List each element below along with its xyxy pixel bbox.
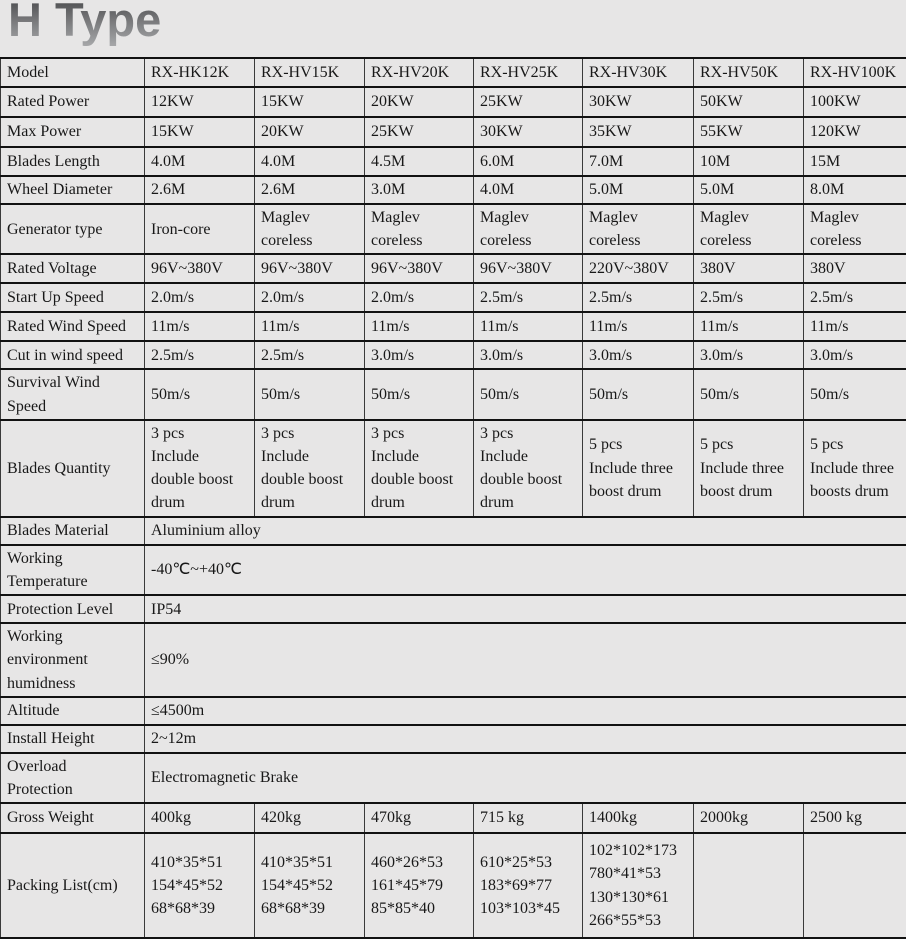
spec-cell: 30KW [583,87,694,117]
row-label: Rated Wind Speed [1,312,145,341]
spec-cell: 4.0M [474,176,583,204]
row-label: Working Temperature [1,545,145,595]
spec-cell: 2.6M [255,176,365,204]
row-label: Max Power [1,117,145,147]
spec-cell: 610*25*53 183*69*77 103*103*45 [474,833,583,938]
spec-cell: 2.0m/s [145,283,255,312]
spec-cell: 3.0m/s [474,341,583,369]
row-label: Survival Wind Speed [1,369,145,419]
spec-cell: 20KW [255,117,365,147]
spec-cell-merged: Aluminium alloy [145,517,906,545]
table-row-blades-length [1,147,906,176]
spec-cell: 5.0M [694,176,804,204]
spec-cell: 410*35*51 154*45*52 68*68*39 [255,833,365,938]
spec-cell: 50m/s [255,369,365,419]
spec-cell: 2.5m/s [145,341,255,369]
spec-cell: 25KW [474,87,583,117]
spec-cell: 11m/s [255,312,365,341]
spec-cell: Maglev coreless [255,204,365,254]
model-header-cell: RX-HV100K [804,58,906,87]
spec-cell: 380V [694,254,804,283]
spec-cell: 470kg [365,803,474,833]
spec-cell: 4.0M [145,147,255,176]
spec-cell [694,833,804,938]
spec-cell: 2.5m/s [694,283,804,312]
row-label: Blades Quantity [1,420,145,517]
spec-cell: 380V [804,254,906,283]
spec-cell: 420kg [255,803,365,833]
table-row-blades-material [1,517,906,545]
spec-cell-merged: -40℃~+40℃ [145,545,906,595]
spec-cell: 96V~380V [145,254,255,283]
spec-cell: 102*102*173 780*41*53 130*130*61 266*55*53 [583,833,694,938]
spec-cell: 3.0m/s [804,341,906,369]
spec-cell: 3 pcs Include double boost drum [145,420,255,517]
spec-cell: 460*26*53 161*45*79 85*85*40 [365,833,474,938]
spec-cell: 50m/s [365,369,474,419]
table-row-gross-weight [1,803,906,833]
spec-cell: Maglev coreless [804,204,906,254]
spec-cell: 30KW [474,117,583,147]
spec-cell: Maglev coreless [583,204,694,254]
row-label: Gross Weight [1,803,145,833]
spec-cell: 2.5m/s [474,283,583,312]
spec-cell-merged: ≤4500m [145,697,906,725]
spec-cell: 2.6M [145,176,255,204]
spec-cell: 400kg [145,803,255,833]
row-label: Packing List(cm) [1,833,145,938]
spec-cell: 2.0m/s [365,283,474,312]
table-row-survival-wind-speed [1,369,906,419]
row-label: Rated Power [1,87,145,117]
spec-cell: 20KW [365,87,474,117]
row-label: Rated Voltage [1,254,145,283]
spec-cell: 3.0m/s [583,341,694,369]
row-label: Blades Material [1,517,145,545]
spec-cell: 2.5m/s [804,283,906,312]
spec-cell: 2500 kg [804,803,906,833]
spec-cell: 50m/s [583,369,694,419]
spec-cell: Maglev coreless [365,204,474,254]
spec-cell-merged: ≤90% [145,623,906,697]
spec-cell: 3.0m/s [365,341,474,369]
table-row-install-height [1,725,906,753]
spec-cell-merged: IP54 [145,595,906,623]
spec-cell: 7.0M [583,147,694,176]
table-row-generator-type [1,204,906,254]
spec-cell: 50m/s [694,369,804,419]
row-label: Model [1,58,145,87]
row-label: Cut in wind speed [1,341,145,369]
spec-cell: 715 kg [474,803,583,833]
spec-cell: 11m/s [145,312,255,341]
spec-cell: 3.0M [365,176,474,204]
table-row-rated-power [1,87,906,117]
page-title: H Type [8,0,161,47]
table-row-protection-level [1,595,906,623]
row-label: Altitude [1,697,145,725]
spec-cell: 5 pcs Include three boost drum [583,420,694,517]
row-label: Protection Level [1,595,145,623]
spec-cell: 2.5m/s [583,283,694,312]
spec-cell: 11m/s [365,312,474,341]
spec-cell: 50m/s [804,369,906,419]
spec-cell: 4.5M [365,147,474,176]
spec-cell: 11m/s [474,312,583,341]
spec-cell: 11m/s [694,312,804,341]
row-label: Working environment humidness [1,623,145,697]
spec-cell: 11m/s [583,312,694,341]
spec-cell: 3 pcs Include double boost drum [474,420,583,517]
spec-cell: 25KW [365,117,474,147]
spec-cell: 2.5m/s [255,341,365,369]
table-row-cut-in-wind-speed [1,341,906,369]
spec-cell: 120KW [804,117,906,147]
table-row-max-power [1,117,906,147]
table-row-rated-wind-speed [1,312,906,341]
row-label: Start Up Speed [1,283,145,312]
spec-cell: Iron-core [145,204,255,254]
spec-cell: 10M [694,147,804,176]
spec-table [0,57,906,939]
table-row-humidness [1,623,906,697]
table-row-packing-list [1,833,906,938]
model-header-cell: RX-HV15K [255,58,365,87]
row-label: Generator type [1,204,145,254]
spec-cell: 4.0M [255,147,365,176]
spec-cell: 96V~380V [474,254,583,283]
spec-cell: 35KW [583,117,694,147]
spec-cell: 15M [804,147,906,176]
table-row-overload-protection [1,753,906,803]
model-header-cell: RX-HV50K [694,58,804,87]
spec-cell: 50m/s [145,369,255,419]
spec-cell: 50KW [694,87,804,117]
table-row-working-temperature [1,545,906,595]
spec-cell: 3 pcs Include double boost drum [255,420,365,517]
spec-cell-merged: Electromagnetic Brake [145,753,906,803]
table-row-start-up-speed [1,283,906,312]
spec-cell: 12KW [145,87,255,117]
row-label: Blades Length [1,147,145,176]
spec-cell: 55KW [694,117,804,147]
spec-cell: Maglev coreless [694,204,804,254]
model-header-cell: RX-HK12K [145,58,255,87]
spec-cell: Maglev coreless [474,204,583,254]
spec-cell: 96V~380V [255,254,365,283]
spec-cell: 410*35*51 154*45*52 68*68*39 [145,833,255,938]
spec-cell: 5.0M [583,176,694,204]
spec-cell: 100KW [804,87,906,117]
spec-cell: 8.0M [804,176,906,204]
row-label: Wheel Diameter [1,176,145,204]
table-row-altitude [1,697,906,725]
model-header-cell: RX-HV30K [583,58,694,87]
spec-cell: 3 pcs Include double boost drum [365,420,474,517]
table-row-rated-voltage [1,254,906,283]
spec-cell-merged: 2~12m [145,725,906,753]
spec-cell: 15KW [145,117,255,147]
spec-cell: 5 pcs Include three boosts drum [804,420,906,517]
table-row-blades-quantity [1,420,906,517]
spec-cell [804,833,906,938]
spec-cell: 5 pcs Include three boost drum [694,420,804,517]
spec-cell: 96V~380V [365,254,474,283]
spec-cell: 220V~380V [583,254,694,283]
spec-cell: 15KW [255,87,365,117]
row-label: Install Height [1,725,145,753]
spec-cell: 2000kg [694,803,804,833]
spec-cell: 2.0m/s [255,283,365,312]
spec-cell: 11m/s [804,312,906,341]
spec-cell: 6.0M [474,147,583,176]
table-row-wheel-diameter [1,176,906,204]
spec-cell: 3.0m/s [694,341,804,369]
row-label: Overload Protection [1,753,145,803]
table-row-model [1,58,906,87]
spec-cell: 1400kg [583,803,694,833]
spec-cell: 50m/s [474,369,583,419]
model-header-cell: RX-HV20K [365,58,474,87]
model-header-cell: RX-HV25K [474,58,583,87]
